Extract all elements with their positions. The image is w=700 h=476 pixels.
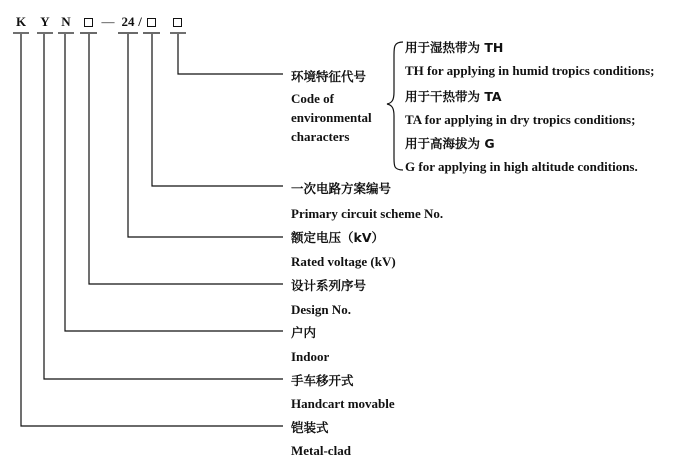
label-g-en: G for applying in high altitude conditions. [405,159,638,174]
label-voltage-en: Rated voltage (kV) [291,254,396,269]
connector-voltage [128,34,283,237]
code-letter-n: N [61,14,71,29]
label-metal-en: Metal-clad [291,443,351,458]
connector-circuit [152,34,283,186]
connector-design [89,34,283,284]
connector-indoor [65,34,283,331]
label-env-en-1: Code of [291,91,334,106]
code-dash: — [101,14,115,29]
label-indoor-zh: 户内 [291,325,317,340]
code-box-env [173,18,182,27]
code-letter-k: K [15,14,27,29]
code-box-design [84,18,93,27]
label-g-zh: 用于高海拔为 G [405,136,495,151]
label-circuit-en: Primary circuit scheme No. [291,206,444,221]
label-th-en: TH for applying in humid tropics conditions; [405,63,655,78]
curly-brace [387,42,403,170]
label-metal-zh: 铠装式 [291,420,329,435]
code-letter-y: Y [40,14,50,29]
label-handcart-en: Handcart movable [291,396,395,411]
label-circuit-zh: 一次电路方案编号 [291,181,392,196]
label-design-en: Design No. [291,302,351,317]
code-rating: 24 [121,14,135,29]
label-handcart-zh: 手车移开式 [291,373,354,388]
code-slash: / [138,14,142,29]
label-indoor-en: Indoor [291,349,330,364]
label-ta-en: TA for applying in dry tropics conditions; [405,112,636,127]
label-env-zh: 环境特征代号 [291,69,367,84]
label-design-zh: 设计系列序号 [291,278,367,293]
label-ta-zh: 用于干热带为 TA [405,89,502,104]
label-env-en-3: characters [291,129,350,144]
connector-env [178,34,283,74]
code-box-circuit [147,18,156,27]
label-voltage-zh: 额定电压（kV） [291,230,384,245]
label-env-en-2: environmental [291,110,372,125]
connector-handcart [44,34,283,379]
label-th-zh: 用于湿热带为 TH [405,40,504,55]
